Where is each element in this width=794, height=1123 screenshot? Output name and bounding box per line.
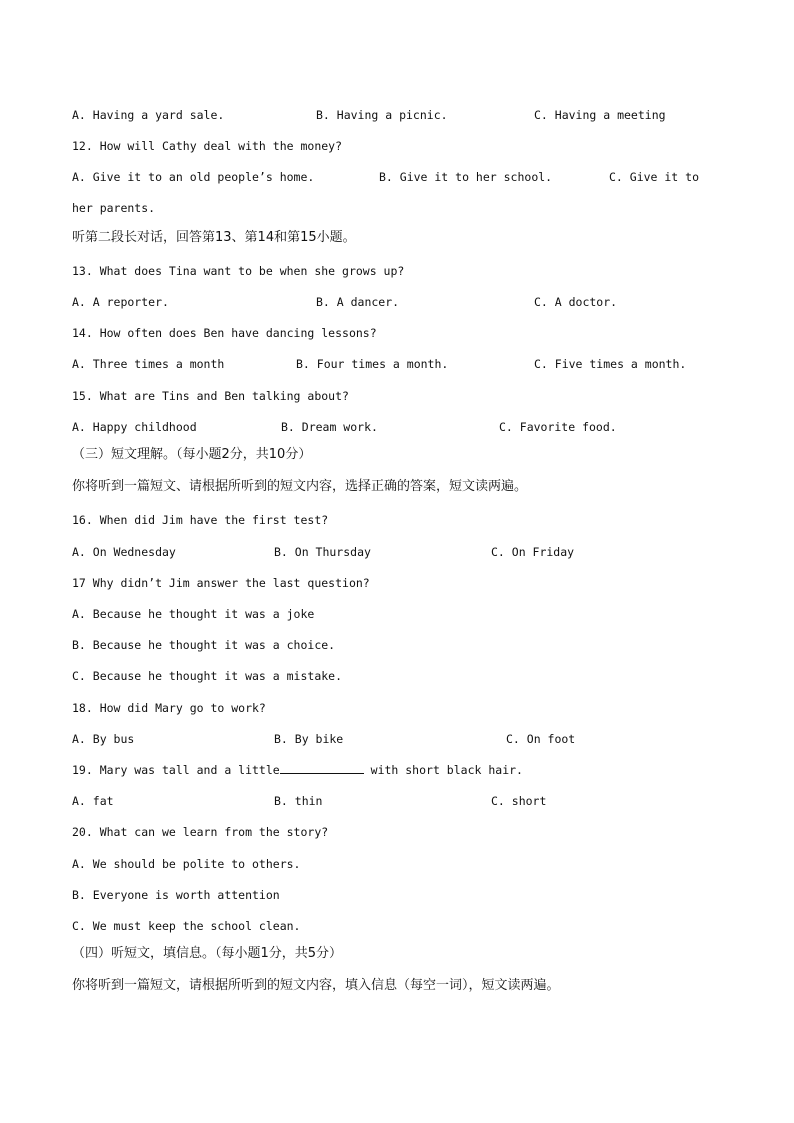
q12-option-b: B. Give it to her school. [379,170,553,184]
q12-question: 12. How will Cathy deal with the money? [72,139,343,153]
q19-question-start: 19. Mary was tall and a little [72,763,280,777]
q14-option-a: A. Three times a month [72,357,225,371]
q17-option-a: A. Because he thought it was a joke [72,607,315,621]
q18-question: 18. How did Mary go to work? [72,701,266,715]
section4-instructions: 你将听到一篇短文，请根据所听到的短文内容，填入信息（每空一词），短文读两遍。 [72,978,560,993]
q14-option-c: C. Five times a month. [534,357,687,371]
q20-question: 20. What can we learn from the story? [72,825,329,839]
q14-question: 14. How often does Ben have dancing lessons? [72,326,377,340]
q11-option-a: A. Having a yard sale. [72,108,225,122]
q18-option-a: A. By bus [72,732,135,746]
q20-option-c: C. We must keep the school clean. [72,919,301,933]
q12-option-a: A. Give it to an old people’s home. [72,170,315,184]
section3-instructions: 你将听到一篇短文、请根据所听到的短文内容，选择正确的答案，短文读两遍。 [72,479,528,494]
q19-question-end: with short black hair. [363,763,523,777]
dialog2-heading: 听第二段长对话，回答第13、第14和第15小题。 [72,230,356,245]
q19-option-b: B. thin [274,794,323,808]
section4-title: （四）听短文，填信息。（每小题1分，共5分） [72,946,343,961]
q13-option-c: C. A doctor. [534,295,618,309]
q13-option-b: B. A dancer. [316,295,400,309]
q11-option-b: B. Having a picnic. [316,108,448,122]
q15-option-a: A. Happy childhood [72,420,197,434]
q19-question [72,762,523,778]
q19-option-a: A. fat [72,794,114,808]
q18-option-c: C. On foot [506,732,576,746]
q13-question: 13. What does Tina want to be when she grows up? [72,264,405,278]
q16-question: 16. When did Jim have the first test? [72,513,329,527]
q17-option-b: B. Because he thought it was a choice. [72,638,336,652]
q16-option-c: C. On Friday [491,545,575,559]
q13-option-a: A. A reporter. [72,295,169,309]
section3-title: （三）短文理解。（每小题2分，共10分） [72,447,312,462]
q18-option-b: B. By bike [274,732,344,746]
q14-option-b: B. Four times a month. [296,357,449,371]
q17-option-c: C. Because he thought it was a mistake. [72,669,343,683]
q16-option-b: B. On Thursday [274,545,371,559]
q15-option-b: B. Dream work. [281,420,378,434]
q15-question: 15. What are Tins and Ben talking about? [72,389,349,403]
q20-option-a: A. We should be polite to others. [72,857,301,871]
q15-option-c: C. Favorite food. [499,420,617,434]
q12-option-c-continued: her parents. [72,201,156,215]
q19-answer-blank[interactable] [280,762,364,774]
q16-option-a: A. On Wednesday [72,545,176,559]
q12-option-c: C. Give it to [609,170,700,184]
q20-option-b: B. Everyone is worth attention [72,888,280,902]
q17-question: 17 Why didn’t Jim answer the last question? [72,576,370,590]
q19-option-c: C. short [491,794,547,808]
q11-option-c: C. Having a meeting [534,108,666,122]
